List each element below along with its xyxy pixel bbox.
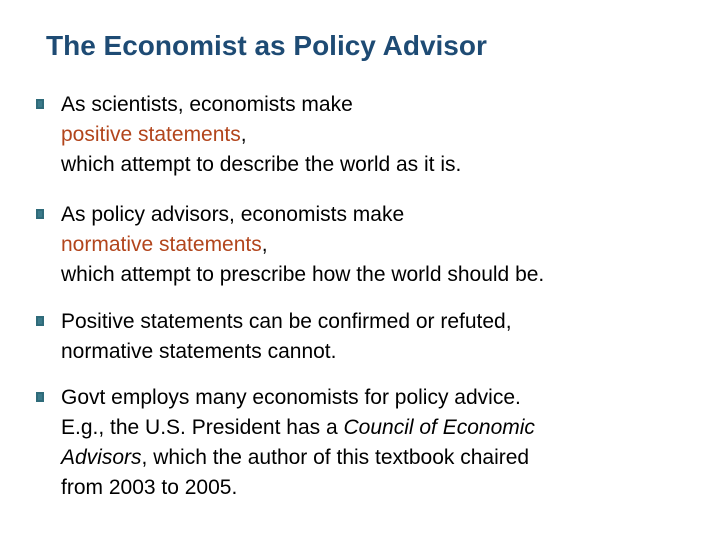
bullet-line: Positive statements can be confirmed or refuted, [61, 310, 512, 333]
bullet-line: As scientists, economists make [61, 93, 353, 116]
bullet-line: which attempt to prescribe how the world should be. [61, 263, 545, 286]
bullet-text [61, 383, 686, 503]
square-bullet-icon [36, 392, 44, 402]
square-bullet-icon [36, 209, 44, 219]
bullet-line: normative statements cannot. [61, 340, 337, 363]
bullet-line [61, 443, 686, 473]
punctuation: , [261, 233, 268, 256]
bullet-line: from 2003 to 2005. [61, 476, 238, 499]
term-council-of-economic-advisors: Council of Economic [343, 416, 535, 439]
slide-title: The Economist as Policy Advisor [46, 30, 487, 61]
bullet-line [61, 120, 686, 150]
line-text: , which the author of this textbook chaired [141, 446, 530, 469]
bullet-line: As policy advisors, economists make [61, 203, 405, 226]
line-text: E.g., the U.S. President has a [61, 416, 344, 439]
term-normative-statements: normative statements [61, 233, 262, 256]
bullet-text [61, 307, 686, 367]
term-positive-statements: positive statements [61, 123, 241, 146]
bullet-line: Govt employs many economists for policy advice. [61, 386, 521, 409]
term-council-of-economic-advisors-cont: Advisors [61, 446, 142, 469]
bullet-line [61, 413, 686, 443]
bullet-text [61, 200, 686, 290]
punctuation: , [240, 123, 247, 146]
bullet-text [61, 90, 686, 180]
bullet-line [61, 230, 686, 260]
bullet-line: which attempt to describe the world as it is. [61, 153, 462, 176]
square-bullet-icon [36, 316, 44, 326]
square-bullet-icon [36, 99, 44, 109]
